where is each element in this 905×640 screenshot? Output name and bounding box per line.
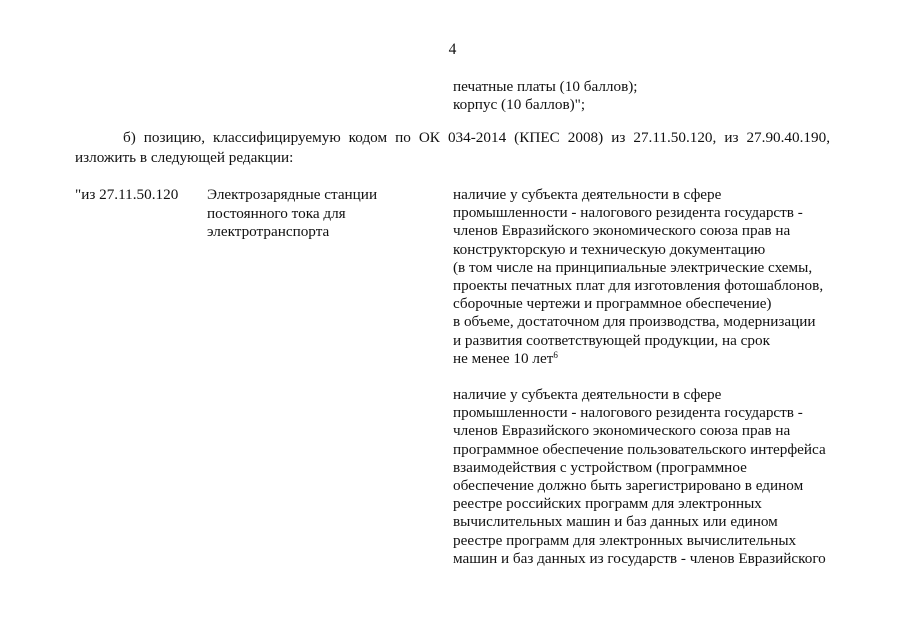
paragraph-text: б) позицию, классифицируемую кодом по ОК 034-2014 (КПЕС 2008) из 27.11.50.120, из 27.90.40.190, изложить в следующей редакции:	[75, 129, 830, 166]
product-name-line: постоянного тока для	[207, 204, 346, 222]
requirement-block	[453, 186, 843, 368]
requirement-block	[453, 386, 843, 568]
requirement-line: реестре программ для электронных вычислительных	[453, 531, 797, 549]
requirement-line: реестре российских программ для электронных	[453, 495, 762, 513]
requirement-line: членов Евразийского экономического союза прав на	[453, 422, 791, 440]
requirement-line: промышленности - налогового резидента государств -	[453, 204, 803, 222]
continuation-text	[453, 78, 638, 114]
amendment-paragraph	[75, 128, 830, 168]
requirement-line: и развития соответствующей продукции, на срок	[453, 331, 770, 349]
product-code: "из 27.11.50.120	[75, 186, 179, 203]
product-name-line: электротранспорта	[207, 223, 330, 240]
requirement-line: промышленности - налогового резидента государств -	[453, 404, 803, 422]
continuation-line: печатные платы (10 баллов);	[453, 78, 638, 95]
requirement-line: наличие у субъекта деятельности в сфере	[453, 186, 722, 203]
product-name-line: Электрозарядные станции	[207, 186, 378, 203]
requirement-line: машин и баз данных из государств - членов Евразийского	[453, 549, 826, 567]
requirement-line: вычислительных машин и баз данных или едином	[453, 513, 778, 531]
footnote-marker: 6	[553, 349, 558, 360]
requirement-line: обеспечение должно быть зарегистрировано в едином	[453, 477, 804, 495]
product-name	[207, 186, 407, 242]
requirement-line: взаимодействия с устройством (программное	[453, 458, 747, 476]
requirement-line: (в том числе на принципиальные электрические схемы,	[453, 258, 813, 276]
requirement-line-text: не менее 10 лет	[453, 349, 554, 367]
requirement-line: наличие у субъекта деятельности в сфере	[453, 386, 722, 404]
requirements-column	[453, 186, 843, 586]
requirement-line: сборочные чертежи и программное обеспечение)	[453, 295, 772, 313]
requirement-line	[453, 350, 843, 368]
requirement-line: конструкторскую и техническую документацию	[453, 240, 766, 258]
continuation-line: корпус (10 баллов)";	[453, 96, 586, 113]
page-number: 4	[448, 41, 457, 58]
requirement-line: членов Евразийского экономического союза прав на	[453, 222, 791, 240]
requirement-line: в объеме, достаточном для производства, модернизации	[453, 313, 816, 331]
requirement-line: проекты печатных плат для изготовления фотошаблонов,	[453, 277, 824, 295]
requirement-line: программное обеспечение пользовательского интерфейса	[453, 440, 826, 458]
